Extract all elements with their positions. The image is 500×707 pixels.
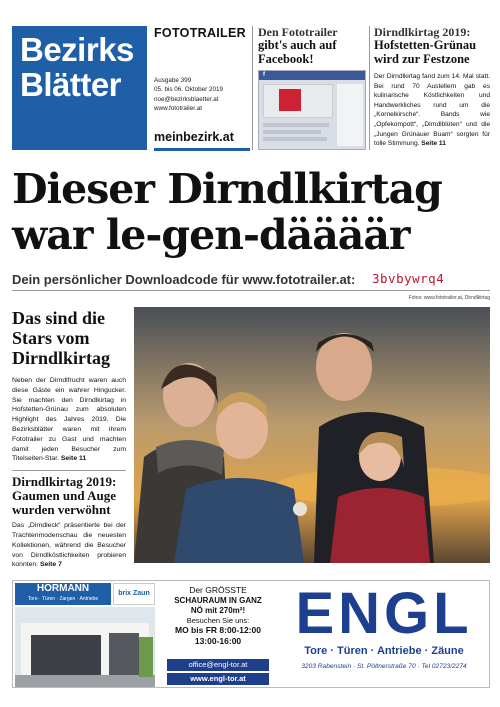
ad-hours2: 13:00-16:00 (194, 636, 242, 646)
headline-line2: war le-gen-däääär (12, 211, 410, 259)
issue-number: Ausgabe 399 (154, 77, 192, 84)
brix-logo: brix Zaun (113, 583, 155, 605)
engl-tagline: Tore · Türen · Antriebe · Zäune (304, 645, 464, 657)
ad-line3: NÖ mit 270m²! (190, 606, 246, 615)
section-title: FOTOTRAILER (154, 26, 246, 40)
story-column (12, 308, 126, 570)
hormann-sub: Tore · Türen · Zargen · Antriebe (27, 596, 99, 602)
ad-line2: SCHAURAUM IN GANZ (174, 596, 262, 605)
issue-website: www.fototrailer.at (154, 104, 202, 112)
engl-logo: ENGL (295, 581, 473, 646)
story2-body (12, 521, 126, 570)
teaser-headline: gibt's auch auf Facebook! (258, 38, 337, 66)
fototrailer-column (154, 26, 250, 150)
family-photo (134, 307, 490, 563)
family-photo-illustration (134, 307, 490, 563)
ad-line4: Besuchen Sie uns: (186, 616, 250, 625)
facebook-logo-icon: f (263, 72, 265, 78)
ad-left-panel (13, 581, 157, 687)
ad-hours1: MO bis FR 8:00-12:00 (175, 625, 261, 635)
engl-brand-panel (279, 581, 489, 687)
teaser-kicker: Dirndlkirtag 2019: (374, 25, 471, 39)
teaser-body (374, 72, 490, 149)
teaser-kicker: Den Fototrailer (258, 25, 338, 39)
photo-credit: Fotos: www.fototrailer.at, Dirndlkirtag (408, 295, 490, 301)
engl-address: 3203 Rabenstein · St. Pöltnerstraße 70 · Tel 02723/2274 (301, 663, 467, 670)
logo-line1: Bezirks (20, 31, 134, 68)
story2-text: Das „Dirndleck“ präsentierte bei der Trachtenmodenschau die neuesten Kollektionen, während die Besucher von Dirndlköstlichkeiten probieren konnten. (12, 522, 126, 569)
story1-text: Neben der Dirndlfrucht waren auch diese Gäste ein wahrer Hingucker. Sie machten den Dirndlkirtag in Hofstetten-Grünau zum absoluten Highlight des Jahres 2019. Die Bezirksblätter waren mit ihrem Fototrailer zu Gast und machten damit jeden Besucher zum Titelseiten-Star. (12, 377, 126, 463)
divider (369, 26, 370, 150)
issue-meta (154, 76, 250, 113)
story1-body (12, 376, 126, 464)
advertisement[interactable] (12, 580, 490, 688)
page-reference[interactable]: Seite 7 (39, 561, 62, 569)
ad-website[interactable]: www.engl-tor.at (167, 673, 269, 685)
headline-line1: Dieser Dirndlkirtag (12, 165, 442, 213)
logo-line2: Blätter (20, 66, 122, 103)
facebook-teaser (258, 26, 366, 150)
portal-underline (154, 148, 250, 151)
ad-email[interactable]: office@engl-tor.at (167, 659, 269, 671)
divider (12, 290, 490, 291)
ad-line1: Der GRÖSSTE (189, 585, 247, 595)
download-code: 3bvbywrq4 (372, 271, 445, 286)
main-headline (12, 166, 492, 258)
divider (252, 26, 253, 150)
story2-headline: Dirndlkirtag 2019: Gaumen und Auge wurden verwöhnt (12, 474, 117, 518)
hormann-logo (15, 583, 111, 605)
hormann-brand: HÖRMANN (36, 583, 90, 594)
bezirksblaetter-logo (12, 26, 147, 150)
page-reference[interactable]: Seite 11 (60, 455, 87, 463)
divider (12, 470, 126, 471)
teaser-headline: Hofstetten-Grünau wird zur Festzone (374, 38, 477, 66)
teaser-body-text: Der Dirndlkirtag fand zum 14. Mal statt. Bei rund 70 Austellern gab es kulinarische Köstlichkeiten und Handwerkliches rund um die „Kornelkirsche“. Bands wie „Opfekompott“, „Dirndlblüten“ und die „Jungen Grünauer Buam“ sorgten für tolle Stimmung. (374, 73, 490, 148)
issue-email: noe@bezirksblaetter.at (154, 95, 219, 103)
festzone-teaser (374, 26, 490, 150)
page-reference[interactable]: Seite 11 (421, 140, 446, 148)
download-label: Dein persönlicher Downloadcode für www.fototrailer.at: (12, 272, 356, 287)
facebook-screenshot (258, 70, 366, 150)
story1-headline: Das sind die Stars vom Dirndlkirtag (12, 308, 111, 368)
portal-link[interactable]: meinbezirk.at (154, 130, 234, 144)
issue-dates: 05. bis 06. Oktober 2019 (154, 86, 223, 94)
ad-info-panel (159, 581, 277, 687)
garage-house-illustration (15, 607, 155, 687)
